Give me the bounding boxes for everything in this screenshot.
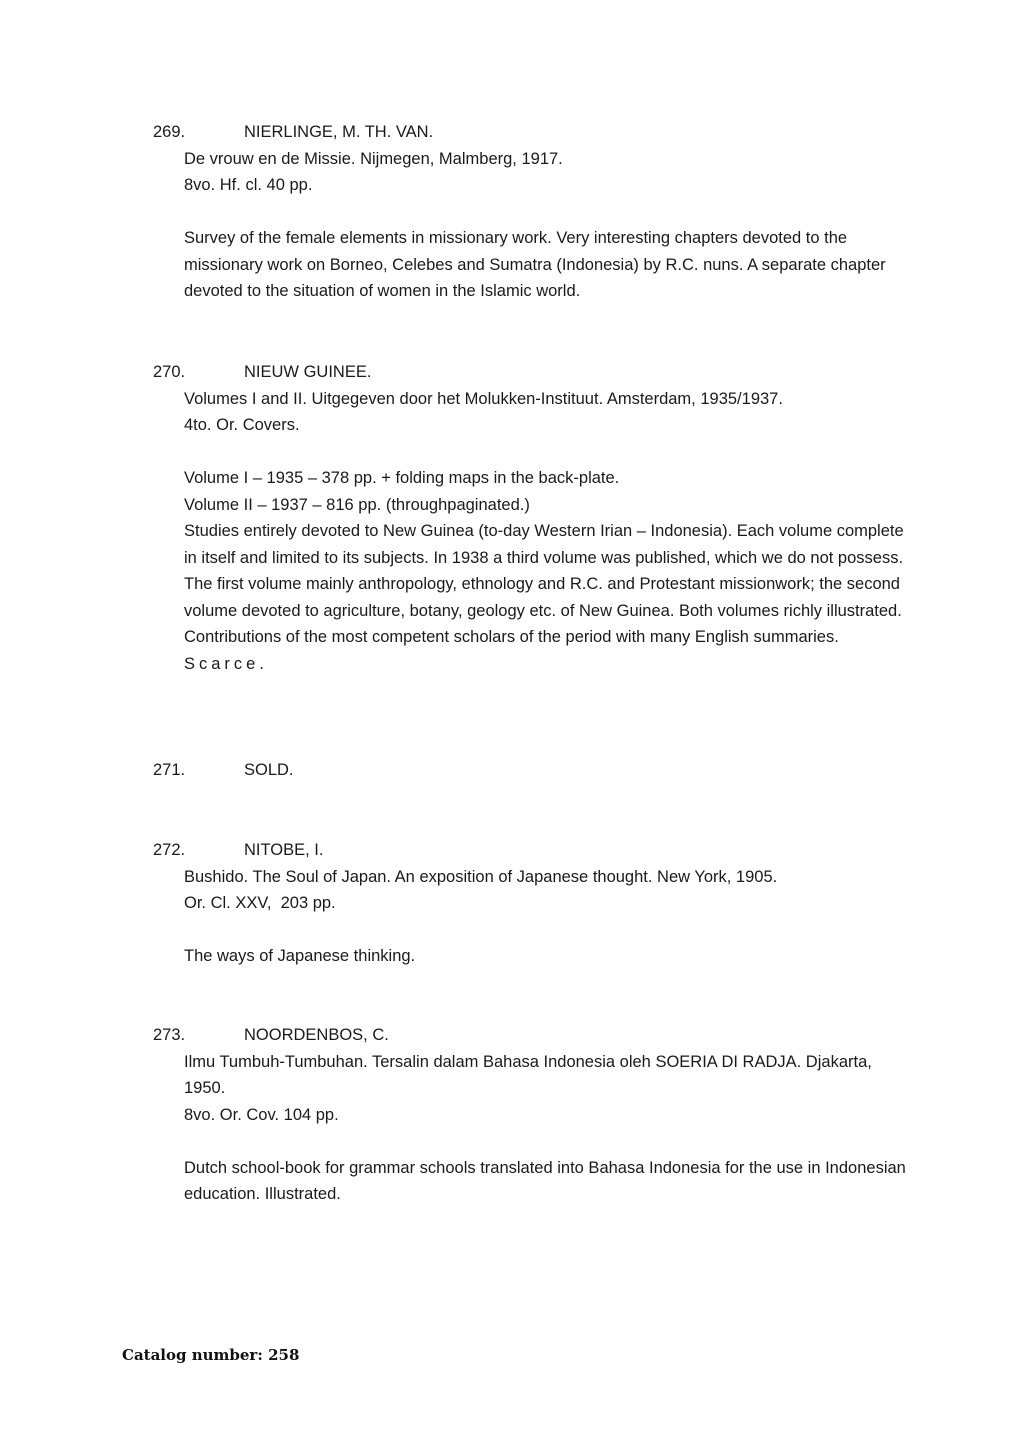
entry-number: 273.: [153, 1026, 186, 1044]
entry-heading: [153, 359, 913, 386]
entry-heading: [153, 1022, 913, 1049]
entry-heading: [153, 837, 913, 864]
entry-title: Volumes I and II. Uitgegeven door het Molukken-Instituut. Amsterdam, 1935/1937.: [184, 389, 783, 408]
entry-description: Survey of the female elements in missionary work. Very interesting chapters devoted to the missionary work on Borneo, Celebes and Sumatra (Indonesia) by R.C. nuns. A separate chapter devoted to the situation of women in the Islamic world.: [184, 229, 886, 300]
entry-description: The ways of Japanese thinking.: [184, 947, 416, 965]
catalog-entry-270: [153, 359, 913, 677]
entry-number: 271.: [153, 761, 186, 779]
entry-title: Bushido. The Soul of Japan. An exposition of Japanese thought. New York, 1905.: [184, 867, 778, 886]
entry-author: NITOBE, I.: [244, 841, 324, 859]
catalog-footer: Catalog number: 258: [122, 1346, 300, 1364]
entry-format: 4to. Or. Covers.: [184, 416, 300, 434]
entry-heading: [153, 119, 913, 146]
catalog-entry-273: [153, 1022, 913, 1208]
entry-status: SOLD.: [244, 761, 294, 779]
entry-format: Or. Cl. XXV, 203 pp.: [184, 894, 336, 912]
entry-note: Scarce.: [184, 654, 268, 673]
catalog-entry-269: [153, 119, 913, 305]
entry-volume-1: Volume I – 1935 – 378 pp. + folding maps in the back-plate.: [184, 469, 620, 487]
entry-heading: [153, 757, 913, 784]
entry-description: Dutch school-book for grammar schools translated into Bahasa Indonesia for the use in Indonesian education. Illustrated.: [184, 1158, 906, 1203]
entry-format: 8vo. Or. Cov. 104 pp.: [184, 1105, 339, 1124]
catalog-entry-272: [153, 837, 913, 970]
entry-author: NIERLINGE, M. TH. VAN.: [244, 123, 434, 141]
entry-author: NOORDENBOS, C.: [244, 1026, 389, 1044]
entry-title: Ilmu Tumbuh-Tumbuhan. Tersalin dalam Bahasa Indonesia oleh SOERIA DI RADJA. Djakarta, 1950.: [184, 1052, 872, 1097]
entry-number: 269.: [153, 123, 186, 141]
entry-number: 270.: [153, 363, 186, 381]
entry-description: Studies entirely devoted to New Guinea (to-day Western Irian – Indonesia). Each volume complete in itself and limited to its subjects. In 1938 a third volume was published, which we do not possess. The first volume mainly anthropology, ethnology and R.C. and Protestant missionwork; the second volume devoted to agriculture, botany, geology etc. of New Guinea. Both volumes richly illustrated. Contributions of the most competent scholars of the period with many English summaries.: [184, 522, 904, 646]
entry-format: 8vo. Hf. cl. 40 pp.: [184, 176, 313, 194]
entry-author: NIEUW GUINEE.: [244, 363, 372, 381]
entry-volume-2: Volume II – 1937 – 816 pp. (throughpaginated.): [184, 495, 530, 514]
entry-title: De vrouw en de Missie. Nijmegen, Malmberg, 1917.: [184, 149, 563, 168]
entry-number: 272.: [153, 841, 186, 859]
catalog-entry-271: [153, 757, 913, 784]
